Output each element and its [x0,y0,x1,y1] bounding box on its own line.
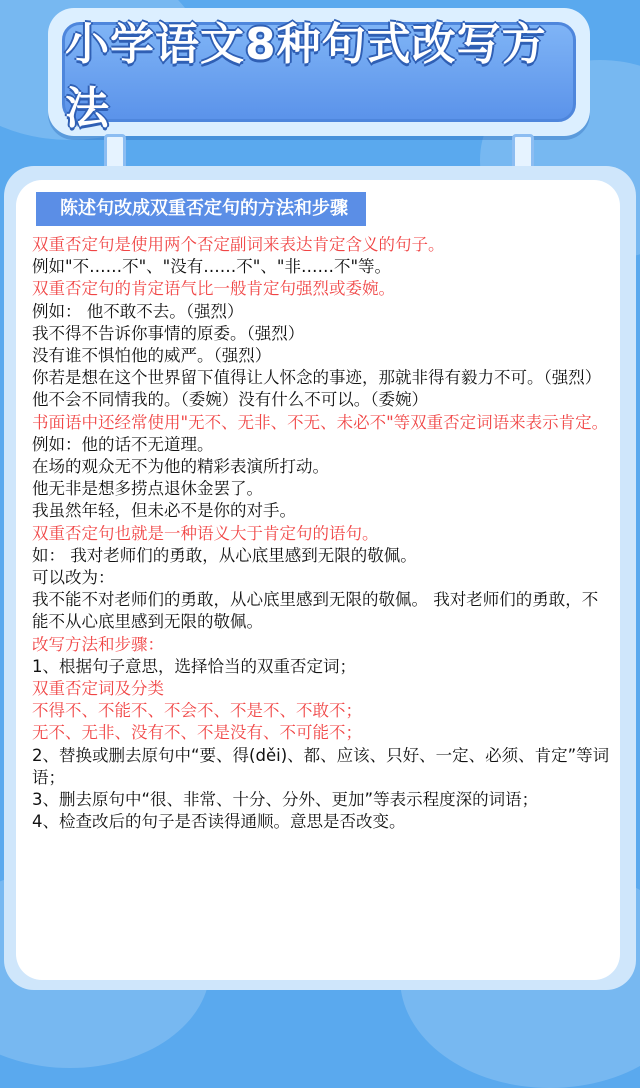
highlight-text-line: 双重否定句的肯定语气比一般肯定句强烈或委婉。 [32,279,395,299]
highlight-text-line: 双重否定句是使用两个否定副词来表达肯定含义的句子。 [32,235,445,254]
text-line: 例如：他的话不无道理。 [32,434,214,454]
text-line: 他不会不同情我的。（委婉）没有什么不可以。（委婉） [32,390,428,410]
text-lines [32,234,612,833]
highlight-text-line: 书面语中还经常使用"无不、无非、不无、未必不"等双重否定词语来表示肯定。 [32,412,609,432]
highlight-text-line: 不得不、不能不、不会不、不是不、不敢不； [32,701,362,721]
text-line: 3、删去原句中“很、非常、十分、分外、更加”等表示程度深的词语； [32,790,539,810]
text-line: 1、根据句子意思，选择恰当的双重否定词； [32,656,356,676]
text-line: 没有谁不惧怕他的威严。（强烈） [32,346,272,366]
text-line: 我不能不对老师们的勇敢，从心底里感到无限的敬佩。 我对老师们的勇敢，不能不从心底里感到无限的敬佩。 [32,590,599,632]
text-line: 例如： 他不敢不去。（强烈） [32,301,244,321]
text-line: 我不得不告诉你事情的原委。（强烈） [32,323,305,343]
highlight-text-line: 改写方法和步骤： [32,634,164,654]
page-title: 小学语文8种句式改写方法 [65,19,547,134]
highlight-text-line: 双重否定句也就是一种语义大于肯定句的语句。 [32,523,379,543]
text-line: 4、检查改后的句子是否读得通顺。意思是否改变。 [32,812,406,832]
title-banner [62,19,576,134]
text-line: 例如"不……不"、"没有……不"、"非……不"等。 [32,257,392,277]
section-heading: 陈述句改成双重否定句的方法和步骤 [36,192,366,226]
content-body [32,192,612,833]
highlight-text-line: 双重否定词及分类 [32,679,164,699]
text-line: 可以改为： [32,568,115,588]
text-line: 我虽然年轻，但未必不是你的对手。 [32,501,296,521]
highlight-text-line: 无不、无非、没有不、不是没有、不可能不； [32,723,362,743]
text-line: 他无非是想多捞点退休金罢了。 [32,479,263,499]
text-line: 如： 我对老师们的勇敢，从心底里感到无限的敬佩。 [32,545,417,565]
text-line: 你若是想在这个世界留下值得让人怀念的事迹，那就非得有毅力不可。（强烈） [32,368,602,388]
text-line: 在场的观众无不为他的精彩表演所打动。 [32,457,329,477]
text-line: 2、替换或删去原句中“要、得(děi)、都、应该、只好、一定、必须、肯定”等词语； [32,745,610,787]
